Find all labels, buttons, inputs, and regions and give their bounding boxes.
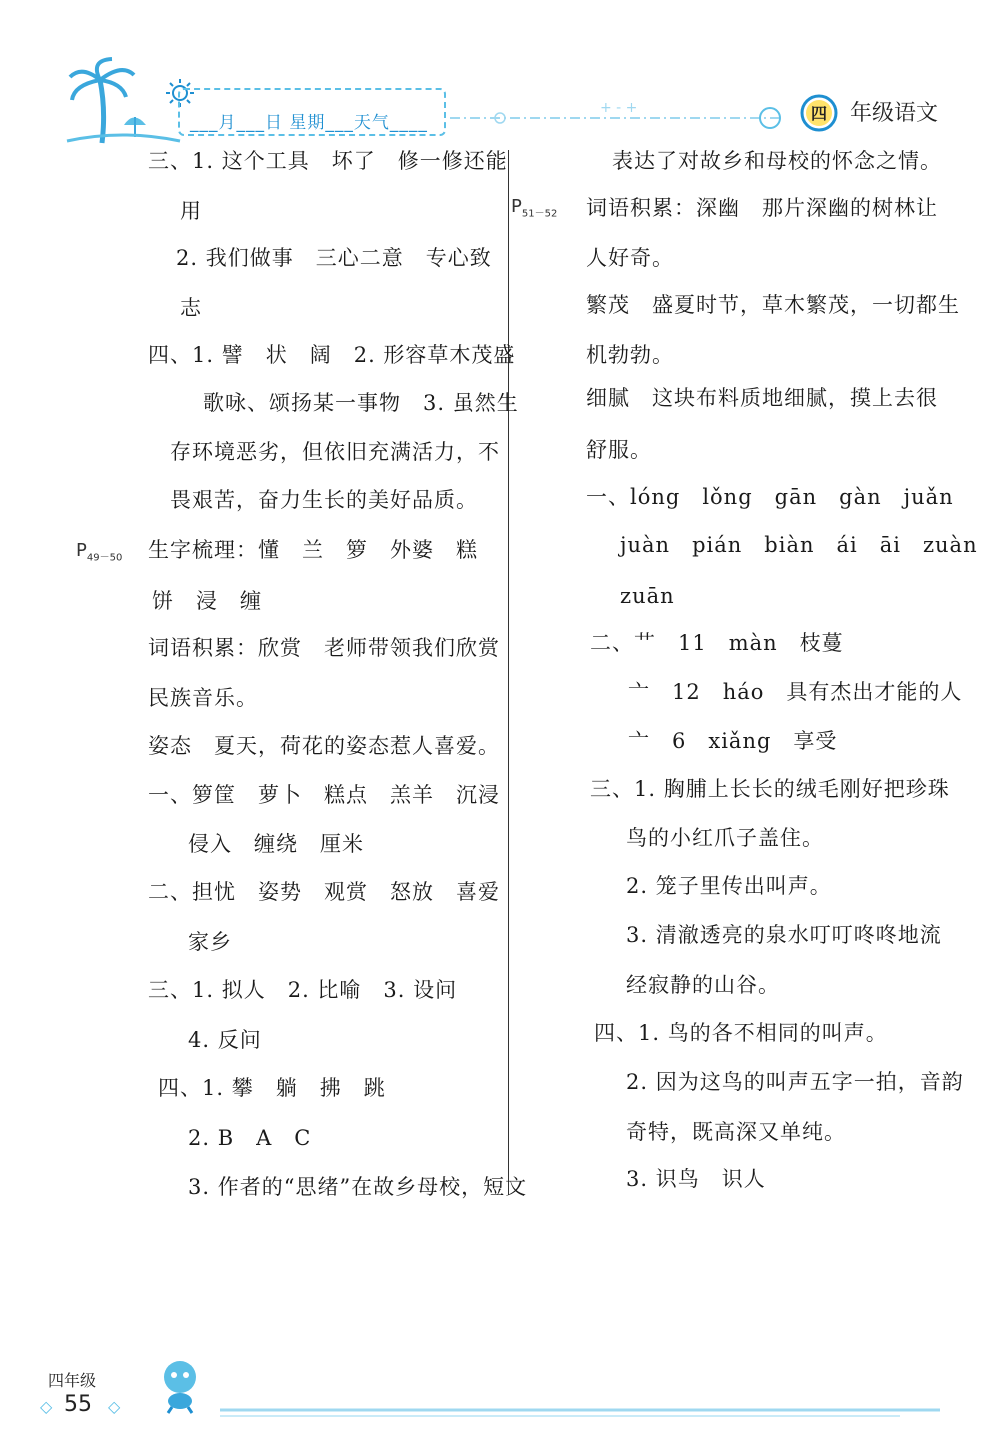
answer-line: 词语积累：深幽 那片深幽的树林让 <box>586 196 938 220</box>
grade-title: 年级语文 <box>850 101 939 126</box>
answer-line: 人好奇。 <box>586 246 674 270</box>
grade-badge-text: 四 <box>810 104 828 123</box>
grade-badge-icon <box>800 94 838 132</box>
answer-line: zuān <box>620 584 675 608</box>
page-number: 55 <box>64 1392 92 1417</box>
answer-line: 一、lóng lǒng gān gàn juǎn <box>586 485 954 509</box>
answer-line: 二、艹 11 màn 枝蔓 <box>590 631 844 655</box>
answer-line: 生字梳理：懂 兰 箩 外婆 糕 <box>148 538 478 562</box>
header-decoration <box>450 100 790 130</box>
svg-text:◇: ◇ <box>40 1397 53 1416</box>
svg-text:◇: ◇ <box>108 1397 121 1416</box>
answer-line: 三、1. 胸脯上长长的绒毛刚好把珍珠 <box>590 777 950 801</box>
answer-line: 饼 浸 缠 <box>152 589 262 613</box>
answer-line: 畏艰苦，奋力生长的美好品质。 <box>170 488 478 512</box>
answer-line: 二、担忧 姿势 观赏 怒放 喜爱 <box>148 880 500 904</box>
svg-text:+ - +: + - + <box>600 100 638 116</box>
answer-line: 一、箩筐 萝卜 糕点 羔羊 沉浸 <box>148 783 500 807</box>
mascot-icon <box>150 1355 210 1415</box>
answer-line: 奇特，既高深又单纯。 <box>626 1120 846 1144</box>
answer-line: juàn pián biàn ái āi zuàn <box>620 533 978 557</box>
answer-line: 3. 清澈透亮的泉水叮叮咚咚地流 <box>626 923 942 947</box>
page-label-51-52: $P_{51-52}$ <box>511 196 558 220</box>
answer-line: 2. 因为这鸟的叫声五字一拍，音韵 <box>626 1070 964 1094</box>
answer-line: 细腻 这块布料质地细腻，摸上去很 <box>586 386 938 410</box>
answer-line: 歌咏、颂扬某一事物 3. 虽然生 <box>203 391 519 415</box>
answer-line: 3. 识鸟 识人 <box>626 1167 766 1191</box>
answer-line: 三、1. 拟人 2. 比喻 3. 设问 <box>148 978 458 1002</box>
answer-line: 2. B A C <box>188 1126 312 1150</box>
answer-line: 词语积累：欣赏 老师带领我们欣赏 <box>148 636 500 660</box>
date-weather-line: ___月___日 星期___天气____ <box>190 113 428 133</box>
answer-line: 3. 作者的“思绪”在故乡母校，短文 <box>188 1175 528 1199</box>
answer-line: 机勃勃。 <box>586 343 674 367</box>
answer-line: 四、1. 譬 状 阔 2. 形容草木茂盛 <box>148 343 516 367</box>
answer-line: 经寂静的山谷。 <box>626 973 780 997</box>
footer-grade-label: 四年级 <box>48 1371 97 1390</box>
answer-line: 四、1. 攀 躺 拂 跳 <box>158 1076 386 1100</box>
answer-line: 2. 我们做事 三心二意 专心致 <box>176 246 492 270</box>
palm-tree-icon <box>62 55 182 145</box>
answer-line: 志 <box>180 296 202 320</box>
answer-line: 四、1. 鸟的各不相同的叫声。 <box>594 1021 888 1045</box>
answer-line: 侵入 缠绕 厘米 <box>188 832 364 856</box>
answer-line: 存环境恶劣，但依旧充满活力，不 <box>170 440 500 464</box>
answer-line: 4. 反问 <box>188 1028 262 1052</box>
answer-line: 姿态 夏天，荷花的姿态惹人喜爱。 <box>148 734 500 758</box>
answer-line: 舒服。 <box>586 438 652 462</box>
answer-line: 家乡 <box>188 930 232 954</box>
column-divider <box>508 150 509 1195</box>
answer-line: 鸟的小红爪子盖住。 <box>626 826 824 850</box>
answer-line: 表达了对故乡和母校的怀念之情。 <box>612 149 942 173</box>
answer-line: 民族音乐。 <box>148 686 258 710</box>
answer-line: 亠 12 háo 具有杰出才能的人 <box>628 680 963 704</box>
answer-line: 亠 6 xiǎng 享受 <box>628 729 838 753</box>
answer-line: 2. 笼子里传出叫声。 <box>626 874 832 898</box>
answer-line: 三、1. 这个工具 坏了 修一修还能 <box>148 149 508 173</box>
answer-line: 用 <box>180 199 202 223</box>
page-label-49-50: $P_{49-50}$ <box>76 540 123 564</box>
answer-line: 繁茂 盛夏时节，草木繁茂，一切都生 <box>586 293 960 317</box>
